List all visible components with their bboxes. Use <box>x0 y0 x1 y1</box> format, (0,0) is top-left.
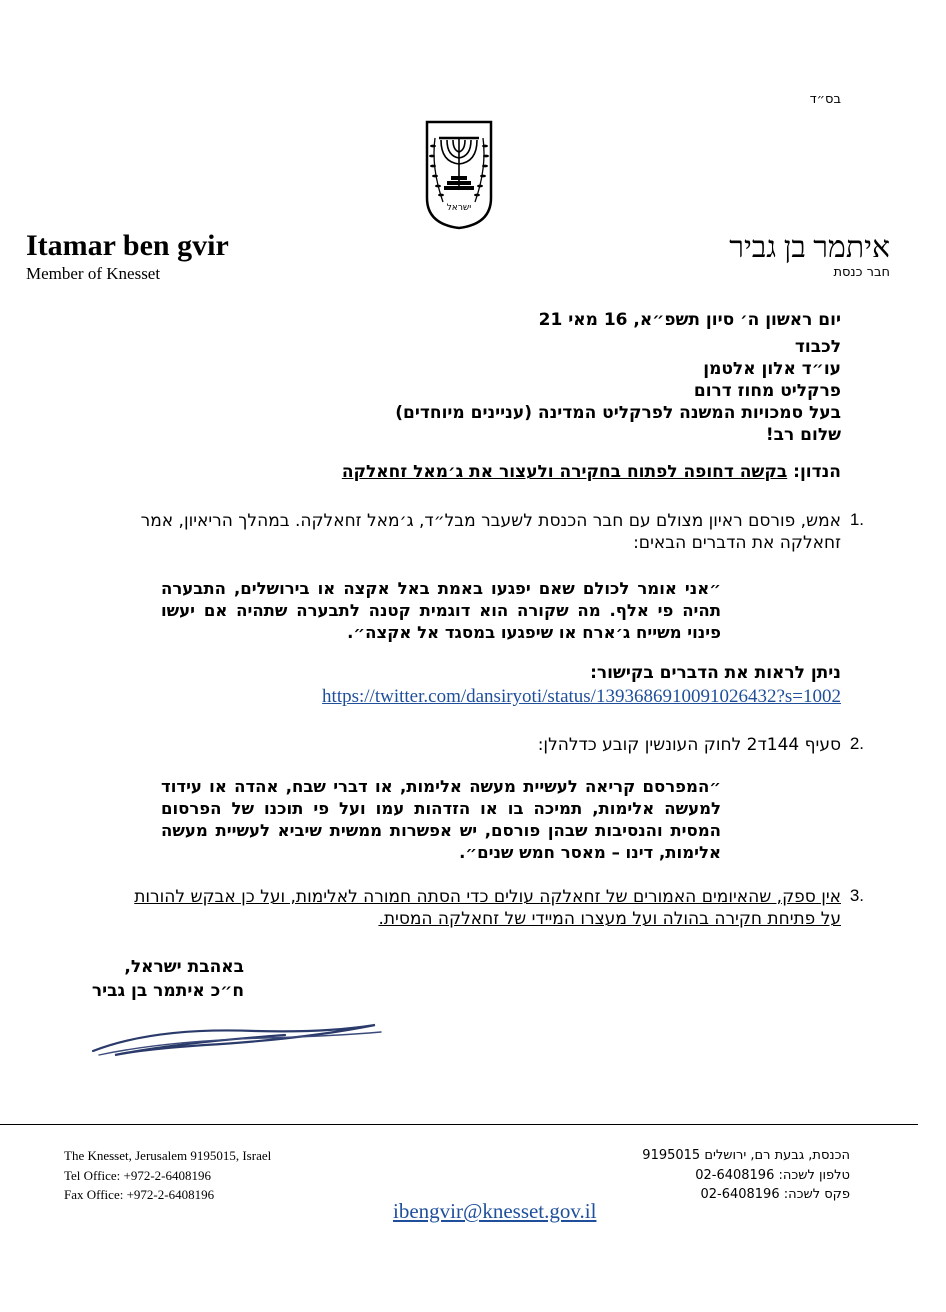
emblem-word: ישראל <box>446 203 472 213</box>
letter-date: יום ראשון ה׳ סיון תשפ״א, 16 מאי 21 <box>538 310 841 330</box>
footer-tel-he: טלפון לשכה: 02-6408196 <box>695 1167 850 1183</box>
greeting: שלום רב! <box>765 425 841 445</box>
knesset-emblem-icon <box>417 118 501 230</box>
sender-title-hebrew: חבר כנסת <box>833 265 890 280</box>
footer-address-en: The Knesset, Jerusalem 9195015, Israel <box>64 1148 272 1163</box>
quote-2: ״המפרסם קריאה לעשיית מעשה אלימות, או דברי שבח, אהדה או עידוד למעשה אלימות, תמיכה בו או הזדהות עמו ועל פי תוכנו של הפרסום המסית והנסיבות שבהן פורסם, יש אפשרות ממשית שיביא לעשיית מעשה אלימות, דינו – מאסר חמש שנים״. <box>161 777 721 862</box>
sender-name-english: Itamar ben gvir <box>26 229 229 262</box>
tweet-link-line <box>41 686 841 708</box>
link-intro: ניתן לראות את הדברים בקישור: <box>590 663 841 683</box>
paragraph-3: אין ספק, שהאיומים האמורים של זחאלקה עולים כדי הסתה חמורה לאלימות, ועל כן אבקש להורות על פתיחת חקירה בהולה ועל מעצרו המיידי של זחאלקה המסית. <box>134 887 841 929</box>
subject-line <box>41 462 841 482</box>
addressee-line-3: פרקליט מחוז דרום <box>693 381 841 401</box>
handwritten-signature <box>85 1005 385 1065</box>
footer-email-link[interactable]: ibengvir@knesset.gov.il <box>393 1199 597 1223</box>
footer-divider <box>0 1124 918 1125</box>
sender-name-hebrew: איתמר בן גביר <box>729 231 890 264</box>
footer-english <box>64 1146 271 1205</box>
footer-hebrew <box>490 1146 850 1205</box>
footer-address-he: הכנסת, גבעת רם, ירושלים 9195015 <box>642 1148 850 1163</box>
footer-email-line <box>393 1199 596 1224</box>
paragraph-2-number: 2. <box>849 734 864 753</box>
footer-fax-en: Fax Office: +972-2-6408196 <box>64 1187 215 1202</box>
subject-text: בקשה דחופה לפתוח בחקירה ולעצור את ג׳מאל זחאלקה <box>341 462 788 482</box>
paragraph-1: אמש, פורסם ראיון מצולם עם חבר הכנסת לשעבר מבל״ד, ג׳מאל זחאלקה. במהלך הריאיון, אמר זחאלקה את הדברים הבאים: <box>140 511 841 553</box>
addressee-line-1: לכבוד <box>794 337 841 357</box>
footer-fax-he: פקס לשכה: 02-6408196 <box>700 1187 850 1202</box>
signoff-line-2: ח״כ איתמר בן גביר <box>91 981 244 1001</box>
sender-title-english: Member of Knesset <box>26 264 161 283</box>
paragraph-2: סעיף 144ד2 לחוק העונשין קובע כדלהלן: <box>537 735 841 755</box>
footer-tel-en: Tel Office: +972-2-6408196 <box>64 1167 211 1183</box>
tweet-link[interactable]: https://twitter.com/dansiryoti/status/1393686910091026432?s=1002 <box>322 686 841 707</box>
bsd-mark: בס״ד <box>809 92 841 107</box>
signoff-line-1: באהבת ישראל, <box>124 957 244 977</box>
addressee-line-4: בעל סמכויות המשנה לפרקליט המדינה (עניינים מיוחדים) <box>395 403 841 423</box>
quote-1: ״אני אומר לכולם שאם יפגעו באמת באל אקצה או בירושלים, התבערה תהיה פי אלף. מה שקורה הוא דוגמית קטנה לתבערה שתהיה אם יעשו פינוי משייח ג׳ארח או שיפגעו במסגד אל אקצה״. <box>161 579 721 642</box>
paragraph-3-number: 3. <box>849 886 864 905</box>
addressee-line-2: עו״ד אלון אלטמן <box>703 359 841 379</box>
paragraph-1-number: 1. <box>849 510 864 529</box>
subject-label: הנדון: <box>793 462 841 482</box>
